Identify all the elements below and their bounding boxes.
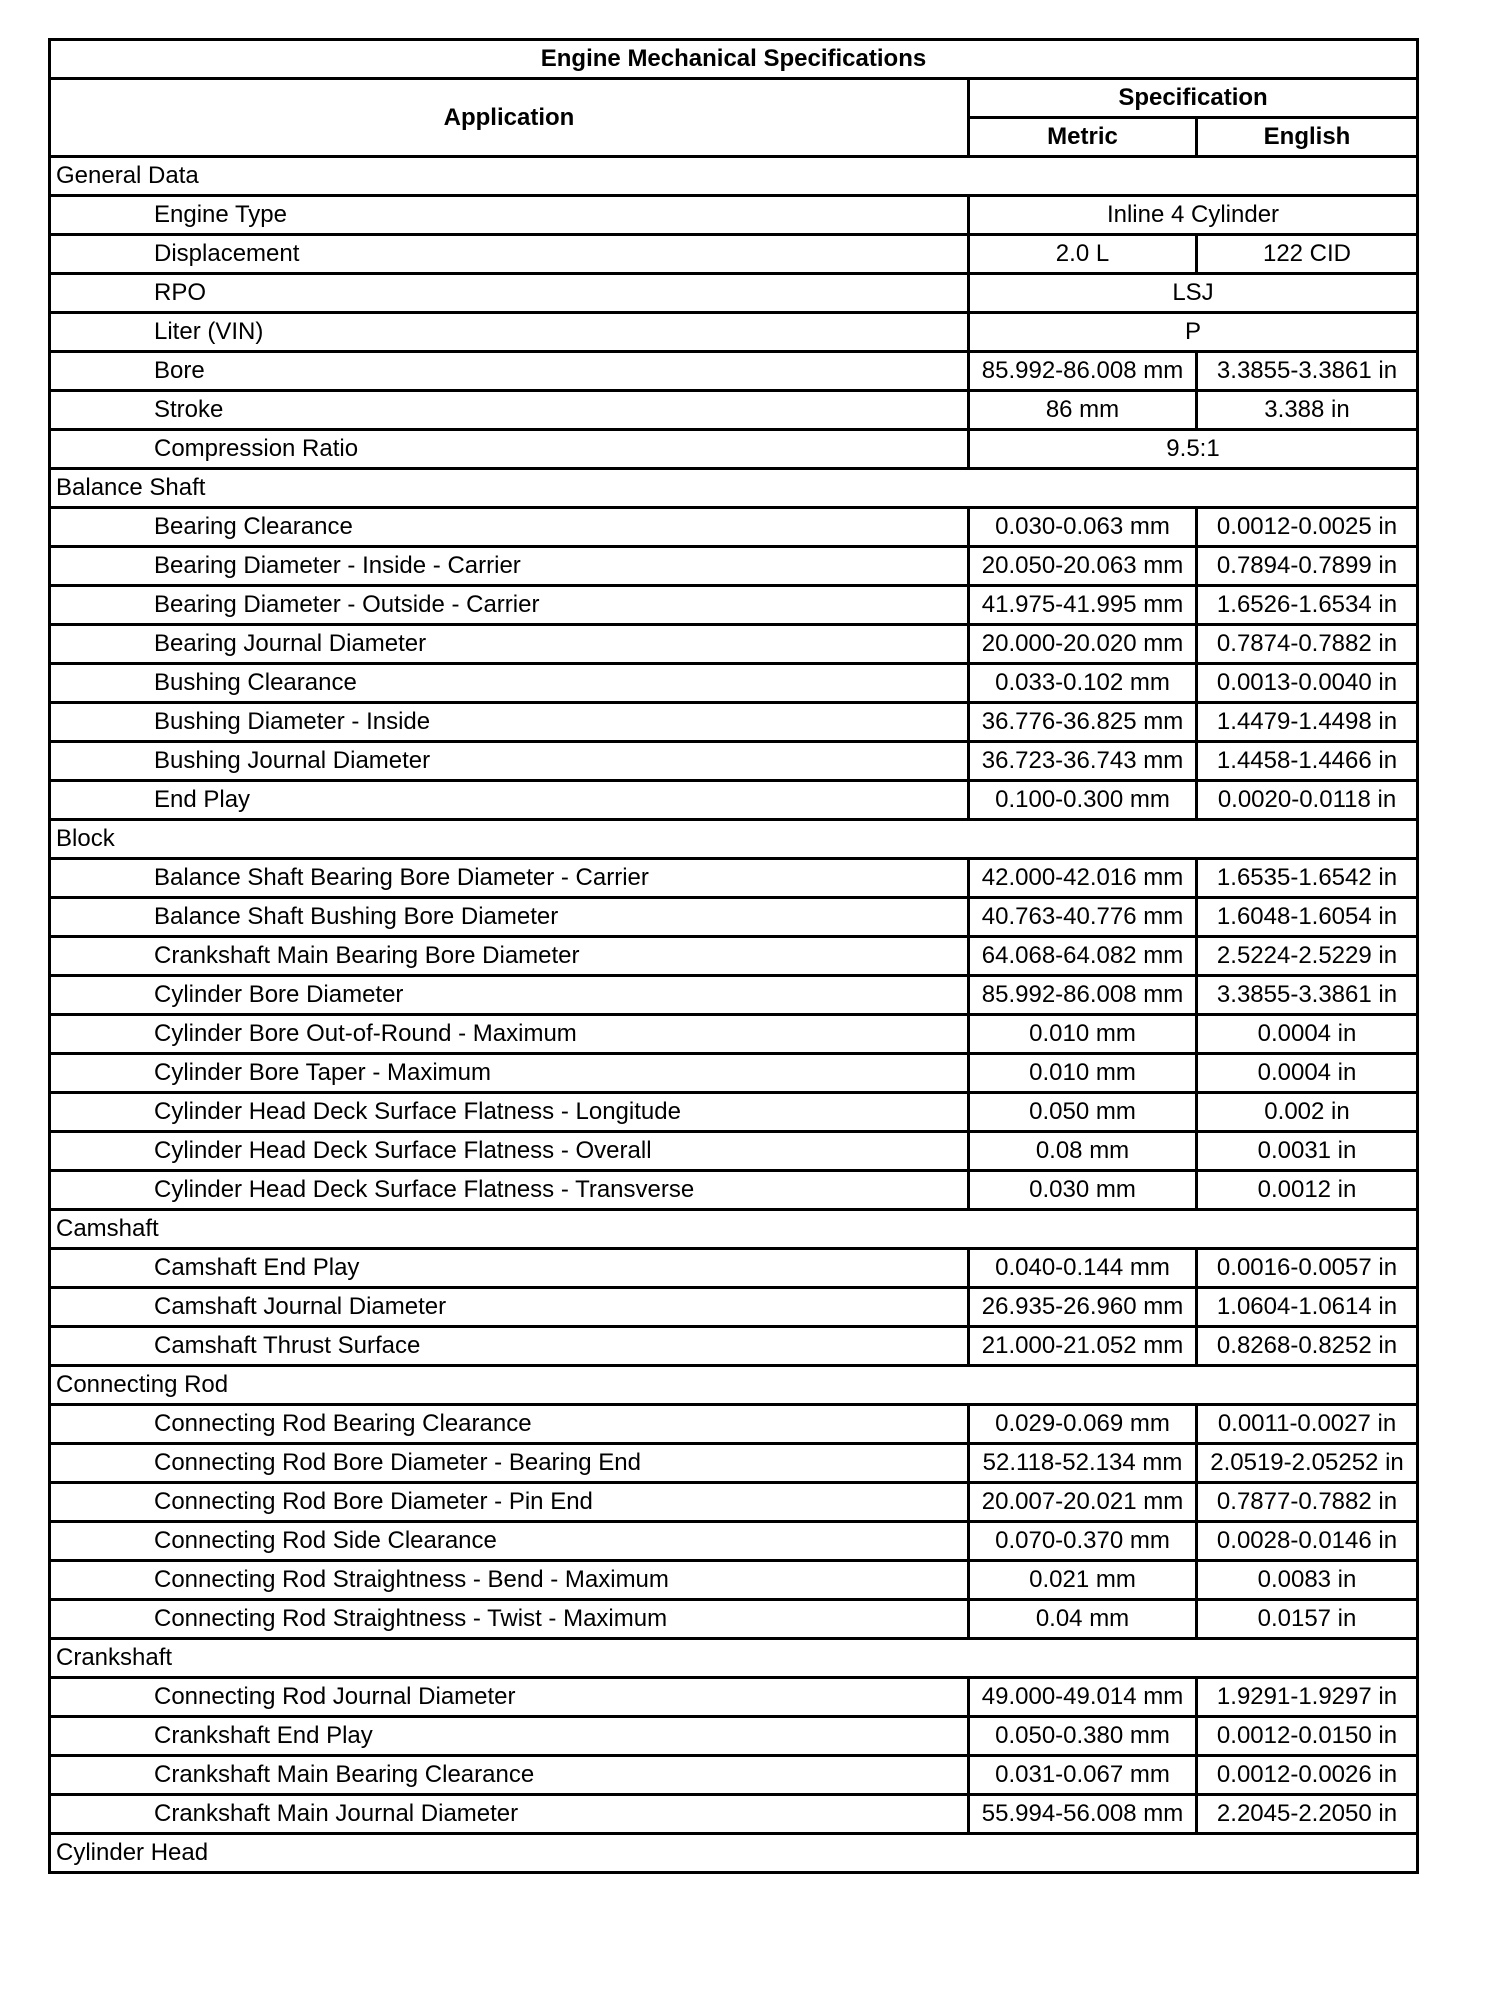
spec-english: 2.5224-2.5229 in <box>1197 937 1418 976</box>
spec-metric: 20.007-20.021 mm <box>969 1483 1197 1522</box>
spec-row <box>50 1327 1418 1366</box>
spec-metric: 36.776-36.825 mm <box>969 703 1197 742</box>
spec-english: 0.7874-0.7882 in <box>1197 625 1418 664</box>
spec-label: Bushing Clearance <box>50 664 969 703</box>
spec-row <box>50 274 1418 313</box>
spec-metric: 55.994-56.008 mm <box>969 1795 1197 1834</box>
spec-label: Crankshaft End Play <box>50 1717 969 1756</box>
spec-row <box>50 1717 1418 1756</box>
spec-label: Compression Ratio <box>50 430 969 469</box>
spec-label: Camshaft Thrust Surface <box>50 1327 969 1366</box>
spec-row <box>50 1561 1418 1600</box>
metric-header: Metric <box>969 118 1197 157</box>
section-heading: Crankshaft <box>50 1639 1418 1678</box>
section-heading: Connecting Rod <box>50 1366 1418 1405</box>
spec-english: 0.8268-0.8252 in <box>1197 1327 1418 1366</box>
spec-label: Stroke <box>50 391 969 430</box>
section-row <box>50 1834 1418 1873</box>
spec-row <box>50 313 1418 352</box>
spec-metric: 0.040-0.144 mm <box>969 1249 1197 1288</box>
spec-english: 0.0004 in <box>1197 1015 1418 1054</box>
spec-label: Crankshaft Main Journal Diameter <box>50 1795 969 1834</box>
spec-metric: 21.000-21.052 mm <box>969 1327 1197 1366</box>
spec-english: 1.6048-1.6054 in <box>1197 898 1418 937</box>
spec-label: Connecting Rod Straightness - Bend - Maximum <box>50 1561 969 1600</box>
spec-value: Inline 4 Cylinder <box>969 196 1418 235</box>
spec-english: 0.0011-0.0027 in <box>1197 1405 1418 1444</box>
spec-label: Cylinder Head Deck Surface Flatness - Transverse <box>50 1171 969 1210</box>
spec-row <box>50 1678 1418 1717</box>
spec-label: Connecting Rod Bore Diameter - Pin End <box>50 1483 969 1522</box>
spec-metric: 0.100-0.300 mm <box>969 781 1197 820</box>
specification-header: Specification <box>969 79 1418 118</box>
spec-table-body <box>50 40 1418 1873</box>
spec-value: LSJ <box>969 274 1418 313</box>
spec-row <box>50 781 1418 820</box>
section-row <box>50 469 1418 508</box>
spec-english: 122 CID <box>1197 235 1418 274</box>
title-row <box>50 40 1418 79</box>
section-heading: Balance Shaft <box>50 469 1418 508</box>
spec-row <box>50 703 1418 742</box>
spec-metric: 86 mm <box>969 391 1197 430</box>
spec-row <box>50 1600 1418 1639</box>
spec-metric: 0.010 mm <box>969 1015 1197 1054</box>
spec-english: 1.6526-1.6534 in <box>1197 586 1418 625</box>
spec-row <box>50 1522 1418 1561</box>
spec-metric: 26.935-26.960 mm <box>969 1288 1197 1327</box>
section-row <box>50 157 1418 196</box>
spec-metric: 0.050 mm <box>969 1093 1197 1132</box>
english-header: English <box>1197 118 1418 157</box>
spec-label: Connecting Rod Bearing Clearance <box>50 1405 969 1444</box>
spec-english: 1.4458-1.4466 in <box>1197 742 1418 781</box>
spec-label: Connecting Rod Bore Diameter - Bearing End <box>50 1444 969 1483</box>
spec-english: 2.0519-2.05252 in <box>1197 1444 1418 1483</box>
section-row <box>50 1210 1418 1249</box>
spec-row <box>50 1093 1418 1132</box>
spec-row <box>50 1015 1418 1054</box>
spec-metric: 0.021 mm <box>969 1561 1197 1600</box>
spec-metric: 40.763-40.776 mm <box>969 898 1197 937</box>
spec-english: 3.388 in <box>1197 391 1418 430</box>
spec-label: Connecting Rod Straightness - Twist - Maximum <box>50 1600 969 1639</box>
section-row <box>50 1366 1418 1405</box>
spec-row <box>50 859 1418 898</box>
spec-label: Bore <box>50 352 969 391</box>
spec-row <box>50 1795 1418 1834</box>
spec-metric: 2.0 L <box>969 235 1197 274</box>
section-heading: Camshaft <box>50 1210 1418 1249</box>
spec-metric: 0.030 mm <box>969 1171 1197 1210</box>
spec-english: 1.4479-1.4498 in <box>1197 703 1418 742</box>
spec-english: 0.0012 in <box>1197 1171 1418 1210</box>
spec-english: 0.0012-0.0026 in <box>1197 1756 1418 1795</box>
spec-label: Cylinder Head Deck Surface Flatness - Longitude <box>50 1093 969 1132</box>
spec-label: Displacement <box>50 235 969 274</box>
spec-label: Bearing Journal Diameter <box>50 625 969 664</box>
spec-label: Cylinder Bore Out-of-Round - Maximum <box>50 1015 969 1054</box>
spec-metric: 20.050-20.063 mm <box>969 547 1197 586</box>
spec-english: 1.6535-1.6542 in <box>1197 859 1418 898</box>
spec-row <box>50 1288 1418 1327</box>
spec-row <box>50 976 1418 1015</box>
spec-metric: 0.04 mm <box>969 1600 1197 1639</box>
spec-metric: 36.723-36.743 mm <box>969 742 1197 781</box>
spec-english: 0.0028-0.0146 in <box>1197 1522 1418 1561</box>
spec-row <box>50 937 1418 976</box>
spec-label: Bearing Diameter - Inside - Carrier <box>50 547 969 586</box>
spec-label: Crankshaft Main Bearing Clearance <box>50 1756 969 1795</box>
spec-english: 1.9291-1.9297 in <box>1197 1678 1418 1717</box>
header-row-1 <box>50 79 1418 118</box>
section-heading: Block <box>50 820 1418 859</box>
engine-spec-table <box>48 38 1419 1874</box>
spec-label: Bearing Diameter - Outside - Carrier <box>50 586 969 625</box>
spec-row <box>50 391 1418 430</box>
spec-row <box>50 196 1418 235</box>
spec-row <box>50 352 1418 391</box>
section-row <box>50 1639 1418 1678</box>
spec-row <box>50 1132 1418 1171</box>
spec-row <box>50 898 1418 937</box>
spec-metric: 41.975-41.995 mm <box>969 586 1197 625</box>
spec-label: Connecting Rod Journal Diameter <box>50 1678 969 1717</box>
spec-row <box>50 1444 1418 1483</box>
spec-metric: 64.068-64.082 mm <box>969 937 1197 976</box>
spec-english: 0.0016-0.0057 in <box>1197 1249 1418 1288</box>
spec-english: 0.7894-0.7899 in <box>1197 547 1418 586</box>
spec-metric: 0.070-0.370 mm <box>969 1522 1197 1561</box>
spec-row <box>50 1249 1418 1288</box>
spec-english: 0.0083 in <box>1197 1561 1418 1600</box>
spec-metric: 85.992-86.008 mm <box>969 976 1197 1015</box>
spec-english: 0.0031 in <box>1197 1132 1418 1171</box>
spec-row <box>50 430 1418 469</box>
spec-row <box>50 1756 1418 1795</box>
section-heading: Cylinder Head <box>50 1834 1418 1873</box>
spec-row <box>50 586 1418 625</box>
spec-row <box>50 235 1418 274</box>
spec-label: Bearing Clearance <box>50 508 969 547</box>
spec-metric: 0.050-0.380 mm <box>969 1717 1197 1756</box>
spec-row <box>50 1405 1418 1444</box>
spec-english: 3.3855-3.3861 in <box>1197 976 1418 1015</box>
spec-english: 0.7877-0.7882 in <box>1197 1483 1418 1522</box>
spec-row <box>50 664 1418 703</box>
spec-label: Liter (VIN) <box>50 313 969 352</box>
spec-metric: 52.118-52.134 mm <box>969 1444 1197 1483</box>
spec-value: 9.5:1 <box>969 430 1418 469</box>
table-title: Engine Mechanical Specifications <box>50 40 1418 79</box>
spec-metric: 85.992-86.008 mm <box>969 352 1197 391</box>
spec-metric: 20.000-20.020 mm <box>969 625 1197 664</box>
spec-label: Cylinder Head Deck Surface Flatness - Overall <box>50 1132 969 1171</box>
spec-metric: 0.029-0.069 mm <box>969 1405 1197 1444</box>
spec-english: 3.3855-3.3861 in <box>1197 352 1418 391</box>
spec-english: 0.0004 in <box>1197 1054 1418 1093</box>
spec-row <box>50 742 1418 781</box>
spec-english: 2.2045-2.2050 in <box>1197 1795 1418 1834</box>
spec-english: 0.0013-0.0040 in <box>1197 664 1418 703</box>
spec-english: 0.0020-0.0118 in <box>1197 781 1418 820</box>
spec-metric: 0.010 mm <box>969 1054 1197 1093</box>
spec-label: Camshaft Journal Diameter <box>50 1288 969 1327</box>
spec-label: Cylinder Bore Taper - Maximum <box>50 1054 969 1093</box>
spec-label: Crankshaft Main Bearing Bore Diameter <box>50 937 969 976</box>
spec-row <box>50 1171 1418 1210</box>
spec-label: RPO <box>50 274 969 313</box>
spec-english: 0.0012-0.0025 in <box>1197 508 1418 547</box>
spec-metric: 42.000-42.016 mm <box>969 859 1197 898</box>
spec-english: 0.0012-0.0150 in <box>1197 1717 1418 1756</box>
spec-row <box>50 1054 1418 1093</box>
spec-row <box>50 547 1418 586</box>
spec-row <box>50 1483 1418 1522</box>
spec-row <box>50 508 1418 547</box>
spec-row <box>50 625 1418 664</box>
spec-label: Camshaft End Play <box>50 1249 969 1288</box>
spec-label: Balance Shaft Bushing Bore Diameter <box>50 898 969 937</box>
section-heading: General Data <box>50 157 1418 196</box>
spec-metric: 0.033-0.102 mm <box>969 664 1197 703</box>
application-header: Application <box>50 79 969 157</box>
spec-label: Balance Shaft Bearing Bore Diameter - Carrier <box>50 859 969 898</box>
spec-metric: 49.000-49.014 mm <box>969 1678 1197 1717</box>
spec-value: P <box>969 313 1418 352</box>
spec-english: 0.002 in <box>1197 1093 1418 1132</box>
section-row <box>50 820 1418 859</box>
spec-label: Cylinder Bore Diameter <box>50 976 969 1015</box>
spec-metric: 0.031-0.067 mm <box>969 1756 1197 1795</box>
spec-label: End Play <box>50 781 969 820</box>
spec-label: Engine Type <box>50 196 969 235</box>
spec-metric: 0.030-0.063 mm <box>969 508 1197 547</box>
spec-label: Connecting Rod Side Clearance <box>50 1522 969 1561</box>
spec-english: 1.0604-1.0614 in <box>1197 1288 1418 1327</box>
spec-label: Bushing Diameter - Inside <box>50 703 969 742</box>
spec-english: 0.0157 in <box>1197 1600 1418 1639</box>
spec-metric: 0.08 mm <box>969 1132 1197 1171</box>
spec-label: Bushing Journal Diameter <box>50 742 969 781</box>
